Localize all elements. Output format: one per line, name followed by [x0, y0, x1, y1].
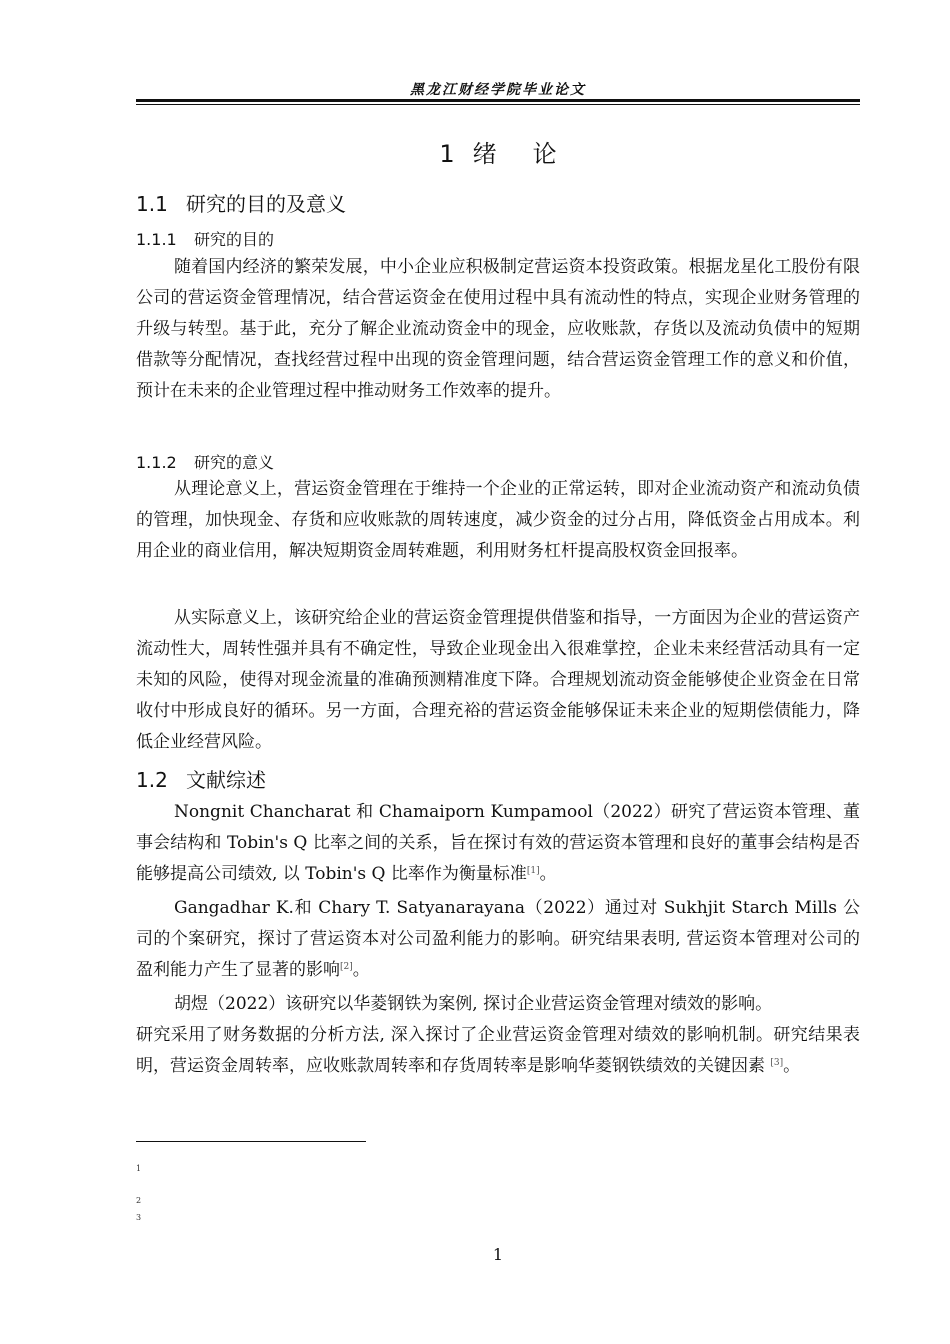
literature-3-text: 研究采用了财务数据的分析方法, 深入探讨了企业营运资金管理对绩效的影响机制。研究结果表明，营运资金周转率，应收账款周转率和存货周转率是影响华菱钢铁绩效的关键因素 — [136, 1025, 860, 1076]
chapter-title-part2: 论 — [532, 140, 557, 168]
literature-2-text: Gangadhar K.和 Chary T. Satyanarayana（2022）通过对 Sukhjit Starch Mills 公司的个案研究，探讨了营运资本对公司盈利能力的影响。研究结果表明, 营运资本管理对公司的盈利能力产生了显著的影响 — [136, 898, 860, 980]
chapter-title — [136, 134, 860, 169]
paragraph-literature-3-cont — [136, 1020, 860, 1082]
section-heading-1-1 — [136, 188, 346, 217]
subsection-number: 1.1.2 — [136, 453, 177, 472]
section-number: 1.1 — [136, 192, 168, 216]
footnote-separator — [136, 1141, 366, 1142]
chapter-number: 1 — [439, 140, 455, 168]
header-rule-thin — [136, 104, 860, 105]
subsection-number: 1.1.1 — [136, 230, 177, 249]
subsection-heading-1-1-2 — [136, 450, 274, 473]
citation-3: [3] — [770, 1058, 784, 1068]
literature-3-end: 。 — [783, 1056, 801, 1076]
paragraph-research-purpose: 随着国内经济的繁荣发展，中小企业应积极制定营运资本投资政策。根据龙星化工股份有限公司的营运资金管理情况，结合营运资金在使用过程中具有流动性的特点，实现企业财务管理的升级与转型。基于此，充分了解企业流动资金中的现金，应收账款，存货以及流动负债中的短期借款等分配情况，查找经营过程中出现的资金管理问题，结合营运资金管理工作的意义和价值，预计在未来的企业管理过程中推动财务工作效率的提升。 — [136, 257, 860, 401]
section-heading-1-2 — [136, 764, 266, 793]
paragraph-practical-significance: 从实际意义上，该研究给企业的营运资金管理提供借鉴和指导，一方面因为企业的营运资产流动性大，周转性强并具有不确定性，导致企业现金出入很难掌控，企业未来经营活动具有一定未知的风险，使得对现金流量的准确预测精准度下降。合理规划流动资金能够使企业资金在日常收付中形成良好的循环。另一方面，合理充裕的营运资金能够保证未来企业的短期偿债能力，降低企业经营风险。 — [136, 608, 860, 752]
footnote-3: 3 — [136, 1213, 142, 1222]
running-header: 黑龙江财经学院毕业论文 — [410, 82, 586, 98]
subsection-title: 研究的目的 — [194, 230, 275, 249]
footnote-1: 1 — [136, 1164, 142, 1173]
section-title: 文献综述 — [186, 768, 266, 792]
subsection-heading-1-1-1 — [136, 227, 274, 250]
section-number: 1.2 — [136, 768, 168, 792]
footnote-2: 2 — [136, 1196, 142, 1205]
paragraph-literature-2 — [136, 893, 860, 986]
paragraph-literature-1 — [136, 797, 860, 890]
citation-1: [1] — [526, 866, 540, 876]
paragraph-literature-3: 胡煜（2022）该研究以华菱钢铁为案例, 探讨企业营运资金管理对绩效的影响。 — [174, 994, 773, 1014]
section-title: 研究的目的及意义 — [186, 192, 346, 216]
literature-2-end: 。 — [352, 960, 370, 980]
subsection-title: 研究的意义 — [194, 453, 275, 472]
chapter-title-part1: 绪 — [472, 140, 497, 168]
paragraph-theoretical-significance: 从理论意义上，营运资金管理在于维持一个企业的正常运转，即对企业流动资产和流动负债的管理，加快现金、存货和应收账款的周转速度，减少资金的过分占用，降低资金占用成本。利用企业的商业信用，解决短期资金周转难题，利用财务杠杆提高股权资金回报率。 — [136, 479, 860, 561]
page-number: 1 — [492, 1245, 504, 1264]
header-rule-thick — [136, 99, 860, 102]
literature-1-text: Nongnit Chancharat 和 Chamaiporn Kumpamool（2022）研究了营运资本管理、董事会结构和 Tobin's Q 比率之间的关系，旨在探讨有效的营运资本管理和良好的董事会结构是否能够提高公司绩效, 以 Tobin's Q 比率作为衡量标准 — [136, 802, 860, 884]
citation-2: [2] — [340, 962, 353, 972]
literature-1-end: 。 — [539, 864, 557, 884]
